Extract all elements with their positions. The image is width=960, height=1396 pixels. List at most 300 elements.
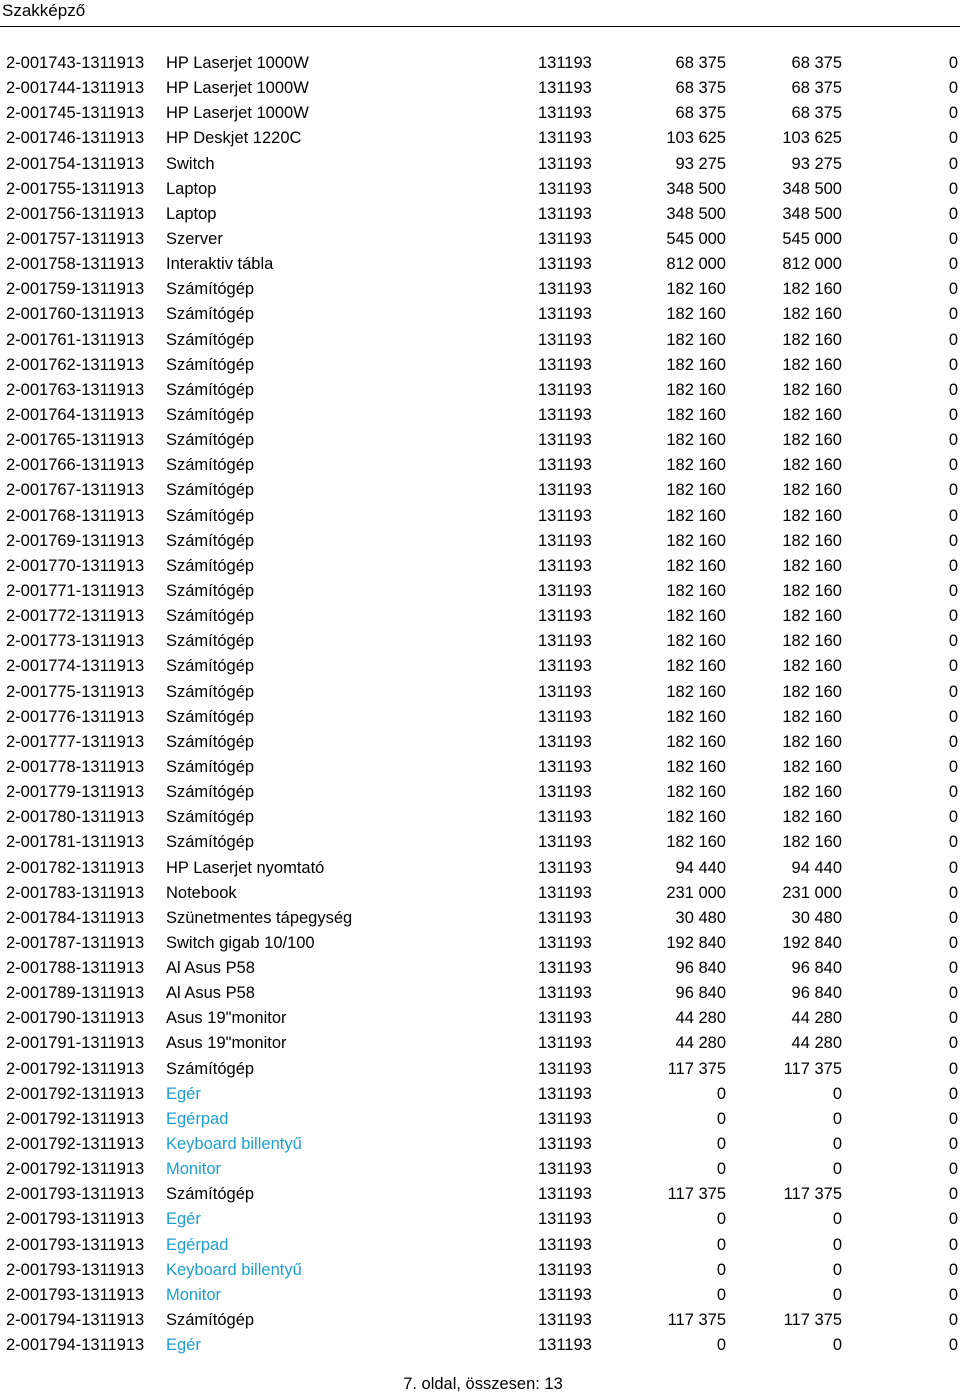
asset-name: Keyboard billentyű: [166, 1260, 302, 1279]
depreciation-value: 0: [832, 1260, 842, 1279]
asset-name: Monitor: [166, 1160, 222, 1179]
asset-id: 2-001775-1311913: [6, 682, 145, 701]
depreciation-value: 182 160: [782, 506, 842, 525]
account-number: 131193: [538, 632, 592, 651]
gross-value: 182 160: [666, 280, 726, 299]
asset-id: 2-001787-1311913: [6, 933, 145, 952]
table-row: [0, 856, 960, 881]
account-number: 131193: [538, 355, 592, 374]
net-value: 0: [948, 1336, 958, 1355]
asset-id: 2-001791-1311913: [6, 1034, 145, 1053]
asset-name: HP Deskjet 1220C: [166, 129, 302, 148]
gross-value: 96 840: [675, 959, 726, 978]
account-number: 131193: [538, 1235, 592, 1254]
account-number: 131193: [538, 1009, 592, 1028]
account-number: 131193: [538, 682, 592, 701]
asset-name: Szünetmentes tápegység: [166, 908, 353, 927]
table-row: [0, 755, 960, 780]
gross-value: 182 160: [666, 305, 726, 324]
depreciation-value: 182 160: [782, 380, 842, 399]
account-number: 131193: [538, 481, 592, 500]
asset-id: 2-001768-1311913: [6, 506, 145, 525]
gross-value: 182 160: [666, 431, 726, 450]
table-row: [0, 529, 960, 554]
asset-name: Keyboard billentyű: [166, 1135, 302, 1154]
asset-id: 2-001793-1311913: [6, 1260, 145, 1279]
gross-value: 182 160: [666, 581, 726, 600]
asset-id: 2-001764-1311913: [6, 405, 145, 424]
account-number: 131193: [538, 531, 592, 550]
table-row: [0, 152, 960, 177]
asset-name: Számítógép: [166, 808, 255, 827]
depreciation-value: 93 275: [791, 154, 842, 173]
asset-name: Számítógép: [166, 405, 255, 424]
account-number: 131193: [538, 305, 592, 324]
depreciation-value: 44 280: [791, 1009, 842, 1028]
depreciation-value: 231 000: [782, 883, 842, 902]
depreciation-value: 117 375: [783, 1059, 842, 1078]
header-title: Szakképző: [2, 1, 86, 20]
asset-name: Al Asus P58: [166, 959, 255, 978]
table-row: [0, 579, 960, 604]
net-value: 0: [948, 984, 958, 1003]
depreciation-value: 0: [832, 1235, 842, 1254]
gross-value: 93 275: [675, 154, 726, 173]
asset-name: Számítógép: [166, 1059, 255, 1078]
account-number: 131193: [538, 129, 592, 148]
table-row: [0, 202, 960, 227]
asset-id: 2-001762-1311913: [6, 355, 145, 374]
asset-id: 2-001756-1311913: [6, 204, 145, 223]
net-value: 0: [948, 1009, 958, 1028]
asset-id: 2-001766-1311913: [6, 456, 145, 475]
gross-value: 103 625: [666, 129, 726, 148]
asset-name: Notebook: [166, 883, 237, 902]
table-row: [0, 604, 960, 629]
table-row: [0, 881, 960, 906]
asset-name: Számítógép: [166, 581, 255, 600]
asset-id: 2-001781-1311913: [6, 833, 145, 852]
table-row: [0, 1006, 960, 1031]
asset-name: HP Laserjet 1000W: [166, 79, 309, 98]
gross-value: 182 160: [666, 657, 726, 676]
table-row: [0, 277, 960, 302]
asset-id: 2-001760-1311913: [6, 305, 145, 324]
depreciation-value: 68 375: [791, 54, 842, 72]
asset-name: Laptop: [166, 179, 217, 198]
asset-id: 2-001773-1311913: [6, 632, 145, 651]
net-value: 0: [948, 179, 958, 198]
asset-name: Egérpad: [166, 1109, 229, 1128]
account-number: 131193: [538, 431, 592, 450]
gross-value: 182 160: [666, 632, 726, 651]
asset-id: 2-001782-1311913: [6, 858, 145, 877]
net-value: 0: [948, 229, 958, 248]
gross-value: 0: [716, 1109, 726, 1128]
asset-name: Számítógép: [166, 556, 255, 575]
gross-value: 182 160: [666, 531, 726, 550]
gross-value: 231 000: [666, 883, 726, 902]
table-row: [0, 1308, 960, 1333]
depreciation-value: 103 625: [782, 129, 842, 148]
table-row: [0, 1258, 960, 1283]
account-number: 131193: [538, 255, 592, 274]
table-row: [0, 252, 960, 277]
gross-value: 68 375: [675, 104, 726, 123]
account-number: 131193: [538, 908, 592, 927]
depreciation-value: 117 375: [783, 1311, 842, 1330]
asset-name: HP Laserjet 1000W: [166, 104, 309, 123]
table-row: [0, 353, 960, 378]
asset-name: Asus 19"monitor: [166, 1034, 287, 1053]
depreciation-value: 182 160: [782, 556, 842, 575]
gross-value: 182 160: [666, 380, 726, 399]
depreciation-value: 30 480: [791, 908, 842, 927]
asset-id: 2-001788-1311913: [6, 959, 145, 978]
table-row: [0, 1082, 960, 1107]
page-header: [0, 0, 960, 27]
account-number: 131193: [538, 757, 592, 776]
asset-name: Számítógép: [166, 305, 255, 324]
depreciation-value: 182 160: [782, 833, 842, 852]
account-number: 131193: [538, 456, 592, 475]
net-value: 0: [948, 808, 958, 827]
asset-id: 2-001757-1311913: [6, 229, 145, 248]
table-row: [0, 1207, 960, 1232]
asset-id: 2-001743-1311913: [6, 54, 145, 72]
gross-value: 117 375: [667, 1185, 726, 1204]
gross-value: 68 375: [675, 54, 726, 72]
table-row: [0, 328, 960, 353]
table-row: [0, 1233, 960, 1258]
table-row: [0, 177, 960, 202]
net-value: 0: [948, 531, 958, 550]
asset-name: Egér: [166, 1336, 201, 1355]
gross-value: 0: [716, 1235, 726, 1254]
asset-id: 2-001794-1311913: [6, 1336, 145, 1355]
net-value: 0: [948, 657, 958, 676]
depreciation-value: 182 160: [782, 808, 842, 827]
asset-name: Monitor: [166, 1285, 222, 1304]
gross-value: 0: [716, 1210, 726, 1229]
gross-value: 182 160: [666, 556, 726, 575]
asset-name: HP Laserjet nyomtató: [166, 858, 325, 877]
net-value: 0: [948, 707, 958, 726]
gross-value: 182 160: [666, 732, 726, 751]
asset-id: 2-001769-1311913: [6, 531, 145, 550]
net-value: 0: [948, 959, 958, 978]
asset-name: Switch: [166, 154, 215, 173]
depreciation-value: 182 160: [782, 431, 842, 450]
asset-id: 2-001780-1311913: [6, 808, 145, 827]
asset-id: 2-001792-1311913: [6, 1059, 145, 1078]
depreciation-value: 0: [832, 1285, 842, 1304]
table-row: [0, 654, 960, 679]
depreciation-value: 182 160: [782, 581, 842, 600]
table-row: [0, 830, 960, 855]
asset-name: Egérpad: [166, 1235, 229, 1254]
gross-value: 182 160: [666, 833, 726, 852]
gross-value: 182 160: [666, 506, 726, 525]
gross-value: 545 000: [666, 229, 726, 248]
asset-id: 2-001765-1311913: [6, 431, 145, 450]
account-number: 131193: [538, 959, 592, 978]
net-value: 0: [948, 1135, 958, 1154]
gross-value: 182 160: [666, 707, 726, 726]
net-value: 0: [948, 1185, 958, 1204]
net-value: 0: [948, 330, 958, 349]
account-number: 131193: [538, 229, 592, 248]
account-number: 131193: [538, 54, 592, 72]
account-number: 131193: [538, 1311, 592, 1330]
asset-id: 2-001759-1311913: [6, 280, 145, 299]
asset-name: Számítógép: [166, 531, 255, 550]
account-number: 131193: [538, 506, 592, 525]
net-value: 0: [948, 607, 958, 626]
net-value: 0: [948, 682, 958, 701]
asset-name: Számítógép: [166, 657, 255, 676]
depreciation-value: 182 160: [782, 405, 842, 424]
gross-value: 44 280: [675, 1034, 726, 1053]
net-value: 0: [948, 1235, 958, 1254]
depreciation-value: 0: [832, 1210, 842, 1229]
net-value: 0: [948, 355, 958, 374]
net-value: 0: [948, 54, 958, 72]
gross-value: 182 160: [666, 607, 726, 626]
asset-id: 2-001779-1311913: [6, 783, 145, 802]
depreciation-value: 0: [832, 1160, 842, 1179]
gross-value: 44 280: [675, 1009, 726, 1028]
depreciation-value: 68 375: [791, 104, 842, 123]
net-value: 0: [948, 581, 958, 600]
table-row: [0, 629, 960, 654]
table-row: [0, 981, 960, 1006]
depreciation-value: 182 160: [782, 632, 842, 651]
asset-id: 2-001790-1311913: [6, 1009, 145, 1028]
depreciation-value: 0: [832, 1336, 842, 1355]
gross-value: 182 160: [666, 757, 726, 776]
net-value: 0: [948, 506, 958, 525]
gross-value: 0: [716, 1285, 726, 1304]
table-row: [0, 805, 960, 830]
depreciation-value: 182 160: [782, 732, 842, 751]
asset-id: 2-001767-1311913: [6, 481, 145, 500]
gross-value: 182 160: [666, 456, 726, 475]
gross-value: 182 160: [666, 481, 726, 500]
net-value: 0: [948, 1059, 958, 1078]
table-row: [0, 453, 960, 478]
table-row: [0, 378, 960, 403]
depreciation-value: 44 280: [791, 1034, 842, 1053]
account-number: 131193: [538, 405, 592, 424]
net-value: 0: [948, 405, 958, 424]
depreciation-value: 812 000: [782, 255, 842, 274]
gross-value: 182 160: [666, 330, 726, 349]
asset-id: 2-001746-1311913: [6, 129, 145, 148]
account-number: 131193: [538, 204, 592, 223]
table-row: [0, 1333, 960, 1358]
table-row: [0, 428, 960, 453]
asset-name: Számítógép: [166, 707, 255, 726]
table-row: [0, 76, 960, 101]
asset-name: Számítógép: [166, 783, 255, 802]
depreciation-value: 182 160: [782, 657, 842, 676]
gross-value: 348 500: [666, 204, 726, 223]
depreciation-value: 348 500: [782, 204, 842, 223]
table-row: [0, 705, 960, 730]
depreciation-value: 182 160: [782, 682, 842, 701]
account-number: 131193: [538, 808, 592, 827]
asset-id: 2-001793-1311913: [6, 1185, 145, 1204]
gross-value: 182 160: [666, 808, 726, 827]
net-value: 0: [948, 1260, 958, 1279]
gross-value: 30 480: [675, 908, 726, 927]
depreciation-value: 182 160: [782, 305, 842, 324]
table-row: [0, 302, 960, 327]
table-row: [0, 1107, 960, 1132]
gross-value: 348 500: [666, 179, 726, 198]
table-row: [0, 780, 960, 805]
table-row: [0, 931, 960, 956]
account-number: 131193: [538, 154, 592, 173]
depreciation-value: 0: [832, 1109, 842, 1128]
table-row: [0, 956, 960, 981]
table-row: [0, 1182, 960, 1207]
asset-id: 2-001793-1311913: [6, 1285, 145, 1304]
account-number: 131193: [538, 1185, 592, 1204]
table-row: [0, 1283, 960, 1308]
page-number: 7. oldal, összesen: 13: [403, 1375, 563, 1393]
asset-id: 2-001792-1311913: [6, 1084, 145, 1103]
asset-name: Számítógép: [166, 506, 255, 525]
asset-name: Számítógép: [166, 732, 255, 751]
gross-value: 0: [716, 1160, 726, 1179]
account-number: 131193: [538, 330, 592, 349]
net-value: 0: [948, 783, 958, 802]
net-value: 0: [948, 732, 958, 751]
net-value: 0: [948, 431, 958, 450]
asset-id: 2-001783-1311913: [6, 883, 145, 902]
asset-name: Switch gigab 10/100: [166, 933, 315, 952]
net-value: 0: [948, 204, 958, 223]
depreciation-value: 192 840: [782, 933, 842, 952]
asset-id: 2-001774-1311913: [6, 657, 145, 676]
account-number: 131193: [538, 707, 592, 726]
net-value: 0: [948, 129, 958, 148]
gross-value: 96 840: [675, 984, 726, 1003]
table-row: [0, 478, 960, 503]
account-number: 131193: [538, 1135, 592, 1154]
net-value: 0: [948, 757, 958, 776]
net-value: 0: [948, 1109, 958, 1128]
net-value: 0: [948, 556, 958, 575]
table-row: [0, 1057, 960, 1082]
table-row: [0, 1132, 960, 1157]
asset-id: 2-001771-1311913: [6, 581, 145, 600]
asset-name: Al Asus P58: [166, 984, 255, 1003]
table-row: [0, 126, 960, 151]
asset-name: Számítógép: [166, 380, 255, 399]
gross-value: 192 840: [666, 933, 726, 952]
account-number: 131193: [538, 1084, 592, 1103]
account-number: 131193: [538, 1059, 592, 1078]
net-value: 0: [948, 481, 958, 500]
net-value: 0: [948, 1210, 958, 1229]
account-number: 131193: [538, 1210, 592, 1229]
asset-id: 2-001778-1311913: [6, 757, 145, 776]
asset-name: Asus 19"monitor: [166, 1009, 287, 1028]
account-number: 131193: [538, 1260, 592, 1279]
net-value: 0: [948, 154, 958, 173]
asset-id: 2-001754-1311913: [6, 154, 145, 173]
table-row: [0, 227, 960, 252]
depreciation-value: 117 375: [783, 1185, 842, 1204]
depreciation-value: 348 500: [782, 179, 842, 198]
account-number: 131193: [538, 1285, 592, 1304]
gross-value: 182 160: [666, 355, 726, 374]
account-number: 131193: [538, 883, 592, 902]
account-number: 131193: [538, 556, 592, 575]
depreciation-value: 182 160: [782, 280, 842, 299]
asset-id: 2-001793-1311913: [6, 1235, 145, 1254]
net-value: 0: [948, 79, 958, 98]
asset-name: Egér: [166, 1084, 201, 1103]
depreciation-value: 182 160: [782, 607, 842, 626]
table-row: [0, 730, 960, 755]
net-value: 0: [948, 255, 958, 274]
asset-name: HP Laserjet 1000W: [166, 54, 309, 72]
account-number: 131193: [538, 657, 592, 676]
account-number: 131193: [538, 984, 592, 1003]
asset-name: Számítógép: [166, 833, 255, 852]
gross-value: 182 160: [666, 682, 726, 701]
account-number: 131193: [538, 179, 592, 198]
net-value: 0: [948, 858, 958, 877]
depreciation-value: 182 160: [782, 456, 842, 475]
asset-id: 2-001745-1311913: [6, 104, 145, 123]
account-number: 131193: [538, 858, 592, 877]
table-row: [0, 504, 960, 529]
asset-id: 2-001770-1311913: [6, 556, 145, 575]
gross-value: 117 375: [667, 1059, 726, 1078]
depreciation-value: 94 440: [791, 858, 842, 877]
depreciation-value: 0: [832, 1084, 842, 1103]
net-value: 0: [948, 883, 958, 902]
account-number: 131193: [538, 607, 592, 626]
account-number: 131193: [538, 581, 592, 600]
asset-name: Interaktiv tábla: [166, 255, 274, 274]
asset-id: 2-001744-1311913: [6, 79, 145, 98]
table-row: [0, 101, 960, 126]
gross-value: 0: [716, 1135, 726, 1154]
asset-id: 2-001777-1311913: [6, 732, 145, 751]
net-value: 0: [948, 632, 958, 651]
asset-name: Szerver: [166, 229, 223, 248]
depreciation-value: 68 375: [791, 79, 842, 98]
depreciation-value: 182 160: [782, 783, 842, 802]
account-number: 131193: [538, 79, 592, 98]
asset-id: 2-001776-1311913: [6, 707, 145, 726]
account-number: 131193: [538, 1160, 592, 1179]
table-row: [0, 403, 960, 428]
asset-id: 2-001792-1311913: [6, 1109, 145, 1128]
depreciation-value: 96 840: [791, 959, 842, 978]
net-value: 0: [948, 933, 958, 952]
gross-value: 812 000: [666, 255, 726, 274]
gross-value: 117 375: [667, 1311, 726, 1330]
asset-name: Laptop: [166, 204, 217, 223]
account-number: 131193: [538, 380, 592, 399]
